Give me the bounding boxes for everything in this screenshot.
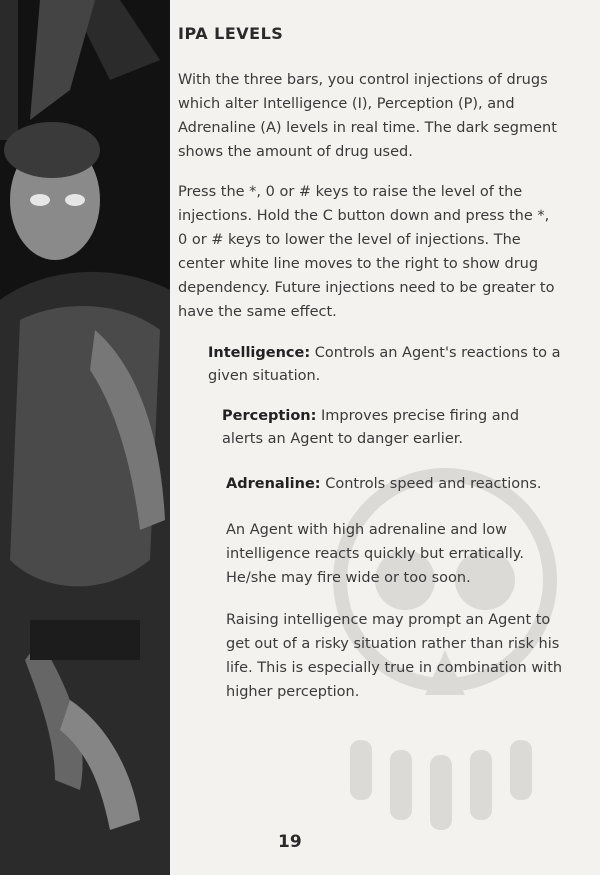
perception-item [222, 405, 562, 451]
adrenaline-note: An Agent with high adrenaline and low intelligence reacts quickly but erratically. He/she may fire wide or too soon. [226, 522, 524, 586]
perception-description: Improves precise firing and alerts an Agent to danger earlier. [222, 408, 520, 447]
perception-term: Perception: [222, 408, 317, 424]
controls-paragraph: Press the *, 0 or # keys to raise the level of the injections. Hold the C button down and press the *, 0 or # keys to lower the level of injections. The center white line moves to the right to show drug dependency. Future injections need to be greater to have the same effect. [178, 184, 555, 320]
page-heading: IPA LEVELS [178, 24, 284, 43]
intelligence-item [208, 342, 563, 388]
intro-paragraph: With the three bars, you control injections of drugs which alter Intelligence (I), Perception (P), and Adrenaline (A) levels in real time. The dark segment shows the amount of drug used. [178, 72, 557, 160]
adrenaline-term: Adrenaline: [226, 476, 321, 492]
adrenaline-description: Controls speed and reactions. [325, 476, 542, 492]
intelligence-term: Intelligence: [208, 345, 311, 361]
adrenaline-item [226, 473, 566, 496]
agent-photo [0, 0, 170, 875]
page-number: 19 [278, 832, 302, 852]
intelligence-note: Raising intelligence may prompt an Agent to get out of a risky situation rather than risk his life. This is especially true in combination with higher perception. [226, 612, 563, 700]
intelligence-description: Controls an Agent's reactions to a given situation. [208, 345, 561, 384]
